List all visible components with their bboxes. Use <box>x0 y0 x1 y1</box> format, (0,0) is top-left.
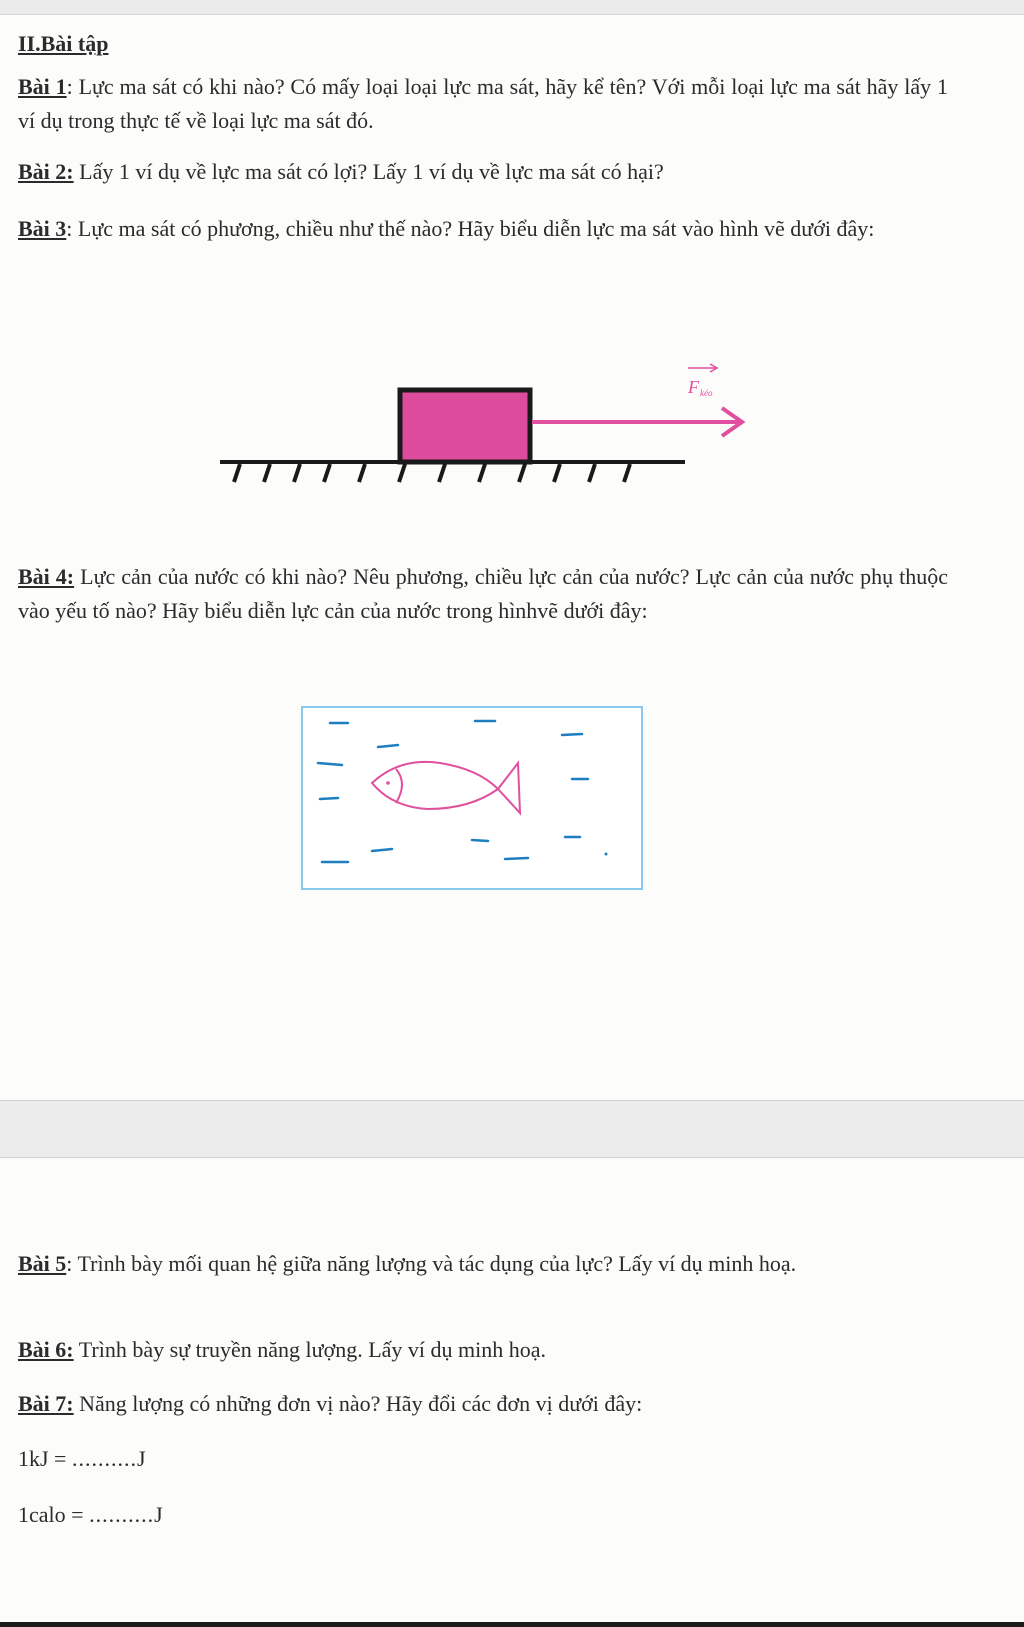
exercise-4-label: Bài 4: <box>18 564 75 589</box>
exercise-2-label: Bài 2: <box>18 159 74 184</box>
exercise-7 <box>18 1387 948 1421</box>
conversion-kj-lhs: 1kJ = <box>18 1446 72 1471</box>
friction-block-figure <box>210 360 770 510</box>
force-subscript: kéo <box>700 388 713 398</box>
document-page-1 <box>0 15 1024 1100</box>
exercise-6-text: Trình bày sự truyền năng lượng. Lấy ví dụ minh hoạ. <box>73 1337 547 1362</box>
exercise-1-text: : Lực ma sát có khi nào? Có mấy loại loại lực ma sát, hãy kể tên? Với mỗi loại lực ma sát hãy lấy 1 ví dụ trong thực tế về loại lực ma sát đó. <box>18 74 948 133</box>
ground-hatching <box>234 464 630 482</box>
conversion-calo-blank[interactable]: .......... <box>89 1502 155 1527</box>
document-page-2 <box>0 1158 1024 1627</box>
exercise-1-label: Bài 1 <box>18 74 67 99</box>
fish-eye <box>386 781 390 785</box>
exercise-4 <box>18 560 948 628</box>
exercise-6-label: Bài 6: <box>18 1337 74 1362</box>
exercise-7-label: Bài 7: <box>18 1391 74 1416</box>
conversion-calo-lhs: 1calo = <box>18 1502 90 1527</box>
page-break <box>0 1100 1024 1158</box>
exercise-6 <box>18 1333 948 1367</box>
exercise-2 <box>18 155 948 189</box>
conversion-kj <box>18 1444 146 1474</box>
exercise-1 <box>18 70 948 138</box>
water-box <box>302 707 642 889</box>
force-label: F <box>688 377 699 397</box>
section-title: II.Bài tập <box>18 31 109 56</box>
exercise-3 <box>18 212 948 246</box>
exercise-2-text: Lấy 1 ví dụ về lực ma sát có lợi? Lấy 1 ví dụ về lực ma sát có hại? <box>73 159 664 184</box>
exercise-3-label: Bài 3 <box>18 216 67 241</box>
conversion-kj-blank[interactable]: .......... <box>71 1446 137 1471</box>
conversion-kj-unit: J <box>136 1446 146 1471</box>
conversion-calo <box>18 1500 163 1530</box>
conversion-calo-unit: J <box>154 1502 163 1527</box>
exercise-5-text: : Trình bày mối quan hệ giữa năng lượng và tác dụng của lực? Lấy ví dụ minh hoạ. <box>66 1251 797 1276</box>
top-toolbar-strip <box>0 0 1024 15</box>
exercise-7-text: Năng lượng có những đơn vị nào? Hãy đổi các đơn vị dưới đây: <box>73 1391 643 1416</box>
fish-in-water-figure <box>300 705 660 905</box>
exercise-3-text: : Lực ma sát có phương, chiều như thế nào? Hãy biểu diễn lực ma sát vào hình vẽ dưới đây: <box>66 216 875 241</box>
exercise-4-text: Lực cản của nước có khi nào? Nêu phương, chiều lực cản của nước? Lực cản của nước phụ thuộc vào yếu tố nào? Hãy biểu diễn lực cản của nước trong hìnhvẽ dưới đây: <box>18 564 948 623</box>
exercise-5-label: Bài 5 <box>18 1251 67 1276</box>
exercise-5 <box>18 1247 948 1281</box>
bottom-edge <box>0 1622 1024 1627</box>
pink-block <box>400 390 530 462</box>
